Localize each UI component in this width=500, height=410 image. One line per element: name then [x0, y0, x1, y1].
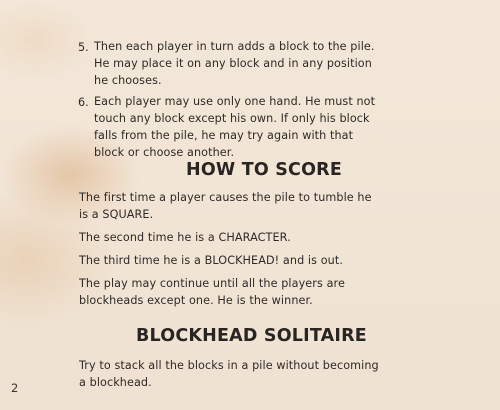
rule-6-number: 6.	[78, 96, 89, 109]
rule-5-number: 5.	[78, 41, 89, 54]
score-paragraph-4-line-1: The play may continue until all the players are	[79, 277, 345, 290]
solitaire-line-1: Try to stack all the blocks in a pile without becoming	[79, 359, 379, 372]
rule-5-line-2: He may place it on any block and in any position	[94, 57, 372, 70]
rule-6-line-4: block or choose another.	[94, 146, 235, 159]
solitaire-line-2: a blockhead.	[79, 376, 152, 389]
page-number: 2	[11, 381, 19, 395]
how-to-score-heading: HOW TO SCORE	[186, 160, 342, 180]
rule-6-line-2: touch any block except his own. If only his block	[94, 112, 370, 125]
rule-5-line-3: he chooses.	[94, 74, 162, 87]
solitaire-heading: BLOCKHEAD SOLITAIRE	[136, 326, 367, 346]
rule-6-line-1: Each player may use only one hand. He must not	[94, 95, 376, 108]
score-paragraph-1-line-2: is a SQUARE.	[79, 208, 154, 221]
score-paragraph-4-line-2: blockheads except one. He is the winner.	[79, 294, 313, 307]
score-paragraph-2: The second time he is a CHARACTER.	[79, 231, 291, 244]
rule-6-line-3: falls from the pile, he may try again with that	[94, 129, 354, 142]
rule-5-line-1: Then each player in turn adds a block to the pile.	[94, 40, 375, 53]
score-paragraph-3: The third time he is a BLOCKHEAD! and is out.	[79, 254, 344, 267]
score-paragraph-1-line-1: The first time a player causes the pile to tumble he	[79, 191, 372, 204]
